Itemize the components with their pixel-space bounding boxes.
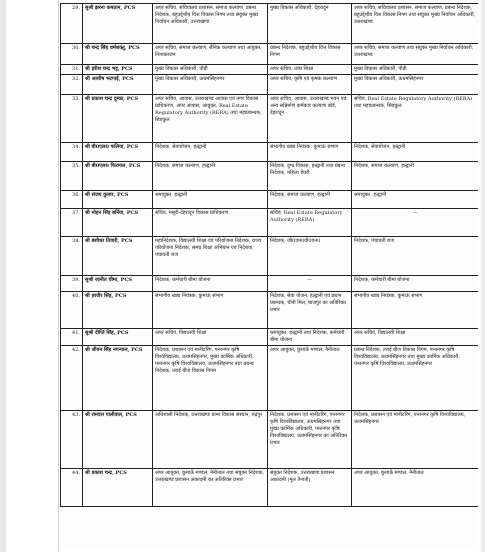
- retained-posting: अपर सचिव, समाज कल्याण तथा संयुक्त मुख्य निर्वाचन अधिकारी, उत्तराखण्ड: [352, 44, 479, 65]
- officer-name: श्री प्रकाश चन्द्र, PCS: [83, 469, 153, 507]
- retained-posting: अपर आयुक्त, कुमाऊँ मण्डल, नैनीताल: [352, 469, 479, 507]
- previous-posting: अपर सचिव, सचिवालय प्रशासन, समाज कल्याण, प्रबन्ध निदेशक, बहुउद्देशीय वित्त विकास निगम तथा संयुक्त मुख्य निर्वाचन अधिकारी, उत्तराखण्ड: [153, 4, 268, 44]
- right-scroll-strip: [481, 0, 485, 552]
- retained-posting: मुख्य विकास अधिकारी, पौड़ी: [352, 65, 479, 75]
- row-number: 41.: [61, 329, 83, 346]
- new-posting: निदेशक, समाज कल्याण, हल्द्वानी: [268, 191, 352, 209]
- table-row: [61, 276, 479, 292]
- officer-name: श्री रामदत्त पालीवाल, PCS: [83, 411, 153, 469]
- retained-posting: निदेशक, कर्मचारी बीमा योजना: [352, 276, 479, 292]
- row-number: 30.: [61, 44, 83, 65]
- officer-name: सुश्री झरना कमठान, PCS: [83, 4, 153, 44]
- retained-posting: निदेशक, समाज कल्याण, हल्द्वानी: [352, 162, 479, 191]
- row-number: 34.: [61, 143, 83, 162]
- row-number: 37.: [61, 209, 83, 237]
- table-row: [61, 237, 479, 276]
- retained-posting: अपर सचिव, सचिवालय प्रशासन, समाज कल्याण, प्रबन्ध निदेशक, बहुउद्देशीय वित्त विकास निगम तथा संयुक्त मुख्य निर्वाचन अधिकारी, उत्तराखण्ड: [352, 4, 479, 44]
- document-page: [60, 3, 478, 549]
- officer-name: श्री आशीष भटगाईं, PCS: [83, 75, 153, 95]
- previous-posting: मुख्य विकास अधिकारी, ऊधमसिंहनगर: [153, 75, 268, 95]
- retained-posting: सचिव, Real Estate Regulatory Authority (RERA) तथा महाप्रबन्धक, सिडकुल: [352, 95, 479, 143]
- row-number: 31.: [61, 65, 83, 75]
- officer-name: श्री जीवन सिंह नगन्याल, PCS: [83, 346, 153, 411]
- row-number: 43.: [61, 411, 83, 469]
- officer-name: श्री बंशीधर तिवारी, PCS: [83, 237, 153, 276]
- row-number: 35.: [61, 162, 83, 191]
- retained-posting: संभागीय खाद्य नियंत्रक, कुमाऊं संभाग: [352, 292, 479, 329]
- retained-posting: निदेशक, प्रशासन एवं मानीटरिंग, पन्तनगर कृषि विश्वविद्यालय, ऊधमसिंहनगर: [352, 411, 479, 469]
- left-margin-strip: [0, 0, 6, 552]
- previous-posting: अपर सचिव, समाज कल्याण, सैनिक कल्याण तथा आयुक्त, निःशक्तजन: [153, 44, 268, 65]
- officer-name: श्री हरवीर सिंह, PCS: [83, 292, 153, 329]
- retained-posting: प्रबन्ध निदेशक, तराई बीज विकास निगम, पन्तनगर कृषि विश्वविद्यालय, ऊधमसिंहनगर तथा मुख्य कार्मिक अधिकारी, पन्तनगर कृषि विश्वविद्यालय, ऊधमसिंहनगर: [352, 346, 479, 411]
- previous-posting: अधिशासी निदेशक, उत्तराखण्ड ग्राम्य विकास संस्थान, रुद्रपुर: [153, 411, 268, 469]
- table-row: [61, 95, 479, 143]
- row-number: 39.: [61, 276, 83, 292]
- retained-posting: मुख्य विकास अधिकारी, ऊधमसिंहनगर: [352, 75, 479, 95]
- officer-name: श्री प्रकाश चन्द्र दुम्का, PCS: [83, 95, 153, 143]
- previous-posting: श्रमायुक्त, हल्द्वानी: [153, 191, 268, 209]
- previous-posting: महानिदेशक, विद्यालयी शिक्षा एवं परियोजना निदेशक, राज्य परियोजना निदेशक, समग्र शिक्षा अभियान एवं निदेशक, पंचायती राज: [153, 237, 268, 276]
- previous-posting: संभागीय खाद्य नियंत्रक, कुमाऊं संभाग: [153, 292, 268, 329]
- row-number: 40.: [61, 292, 83, 329]
- officer-name: सुश्री दीप्ति सिंह, PCS: [83, 329, 153, 346]
- table-row: [61, 65, 479, 75]
- new-posting: संभागीय खाद्य नियंत्रक, कुमाऊं संभाग: [268, 143, 352, 162]
- previous-posting: अपर सचिव, आवास, उत्तराखण्ड आवास एवं नगर विकास प्राधिकरण, अपर आवास, आयुक्त, Real Estate Regulatory Authority (RERA) तथा महाप्रबन्धक, सिडकुल: [153, 95, 268, 143]
- row-number: 33.: [61, 95, 83, 143]
- row-number: 32.: [61, 75, 83, 95]
- table-row: [61, 209, 479, 237]
- table-row: [61, 143, 479, 162]
- new-posting: श्रमायुक्त, हल्द्वानी तथा निदेशक, कर्मचारी बीमा योजना: [268, 329, 352, 346]
- new-posting: मुख्य विकास अधिकारी, देहरादून: [268, 4, 352, 44]
- previous-posting: निदेशक, कर्मचारी बीमा योजना: [153, 276, 268, 292]
- table-row: [61, 75, 479, 95]
- new-posting: निदेशक, प्रशासन एवं मानीटरिंग, पन्तनगर कृषि विश्वविद्यालय, ऊधमसिंहनगर तथा मुख्य कार्मिक अधिकारी, पन्तनगर कृषि विश्वविद्यालय, ऊधमसिंहनगर का अतिरिक्त प्रभार: [268, 411, 352, 469]
- transfer-table: [60, 3, 478, 507]
- table-row: [61, 162, 479, 191]
- officer-name: श्री हरीश चन्द्र भट्ट, PCS: [83, 65, 153, 75]
- new-posting: निदेशक, जी0एम0वी0एन0: [268, 237, 352, 276]
- table-row: [61, 469, 479, 507]
- new-posting: निदेशक, सेवा योजन, हल्द्वानी एवं प्रधान प्रबन्धक, चीनी मिल, बाजपुर का अतिरिक्त प्रभार: [268, 292, 352, 329]
- officer-name: श्री बी0एल0 फिरमाल, PCS: [83, 162, 153, 191]
- table-row: [61, 292, 479, 329]
- row-number: 38.: [61, 237, 83, 276]
- new-posting: —: [268, 276, 352, 292]
- row-number: 42.: [61, 346, 83, 411]
- retained-posting: श्रमायुक्त, हल्द्वानी: [352, 191, 479, 209]
- officer-name: श्री बी0एल0 फलिया, PCS: [83, 143, 153, 162]
- new-posting: सचिव, Real Estate Regulatory Authority (RERA): [268, 209, 352, 237]
- previous-posting: अपर आयुक्त, कुमाऊँ मण्डल, नैनीताल तथा संयुक्त निदेशक, उत्तराखण्ड प्रशासन अकादमी का अतिरिक्त प्रभार: [153, 469, 268, 507]
- table-row: [61, 411, 479, 469]
- retained-posting: निदेशक, पंचायती राज: [352, 237, 479, 276]
- new-posting: अपर आयुक्त, कुमाऊँ मण्डल, नैनीताल: [268, 346, 352, 411]
- previous-posting: निदेशक, सेवायोजन, हल्द्वानी: [153, 143, 268, 162]
- new-posting: प्रबन्ध निदेशक, बहुउद्देशीय वित्त विकास निगम: [268, 44, 352, 65]
- page-edge-line: [58, 0, 59, 552]
- previous-posting: सचिव, मसूरी-देहरादून विकास प्राधिकरण: [153, 209, 268, 237]
- retained-posting: निदेशक, सेवायोजन, हल्द्वानी: [352, 143, 479, 162]
- new-posting: अपर सचिव, उच्च शिक्षा: [268, 65, 352, 75]
- officer-name: श्री चन्द्र सिंह धर्मशक्तु, PCS: [83, 44, 153, 65]
- new-posting: अपर सचिव, कृषि एवं कृषक कल्याण: [268, 75, 352, 95]
- table-row: [61, 329, 479, 346]
- new-posting: अपर सचिव, आवास, उत्तराखण्ड भवन एवं अन्य सन्निर्माण कर्मकार कल्याण बोर्ड, देहरादून: [268, 95, 352, 143]
- table-row: [61, 44, 479, 65]
- table-row: [61, 4, 479, 44]
- row-number: 29.: [61, 4, 83, 44]
- table-row: [61, 191, 479, 209]
- new-posting: संयुक्त निदेशक, उत्तराखण्ड प्रशासन अकादमी (मूल तैनाती): [268, 469, 352, 507]
- transfer-table-body: [61, 4, 479, 507]
- officer-name: श्री संजय कुमार, PCS: [83, 191, 153, 209]
- previous-posting: मुख्य विकास अधिकारी, पौड़ी: [153, 65, 268, 75]
- officer-name: सुश्री रवनीत चीमा, PCS: [83, 276, 153, 292]
- officer-name: श्री मोहन सिंह बर्निया, PCS: [83, 209, 153, 237]
- table-row: [61, 346, 479, 411]
- new-posting: निदेशक, दुग्ध विकास, हल्द्वानी तथा प्रबन्ध निदेशक, महिला डेयरी: [268, 162, 352, 191]
- row-number: 36.: [61, 191, 83, 209]
- previous-posting: निदेशक, प्रशासन एवं मानीटरिंग, पन्तनगर कृषि विश्वविद्यालय, ऊधमसिंहनगर, मुख्य कार्मिक अधिकारी, पन्तनगर कृषि विश्वविद्यालय, ऊधमसिंहनगर तथा प्रबन्ध निदेशक, तराई बीज विकास निगम: [153, 346, 268, 411]
- retained-posting: —: [352, 209, 479, 237]
- row-number: 44.: [61, 469, 83, 507]
- previous-posting: निदेशक, समाज कल्याण, हल्द्वानी: [153, 162, 268, 191]
- retained-posting: अपर सचिव, विद्यालयी शिक्षा: [352, 329, 479, 346]
- previous-posting: अपर सचिव, विद्यालयी शिक्षा: [153, 329, 268, 346]
